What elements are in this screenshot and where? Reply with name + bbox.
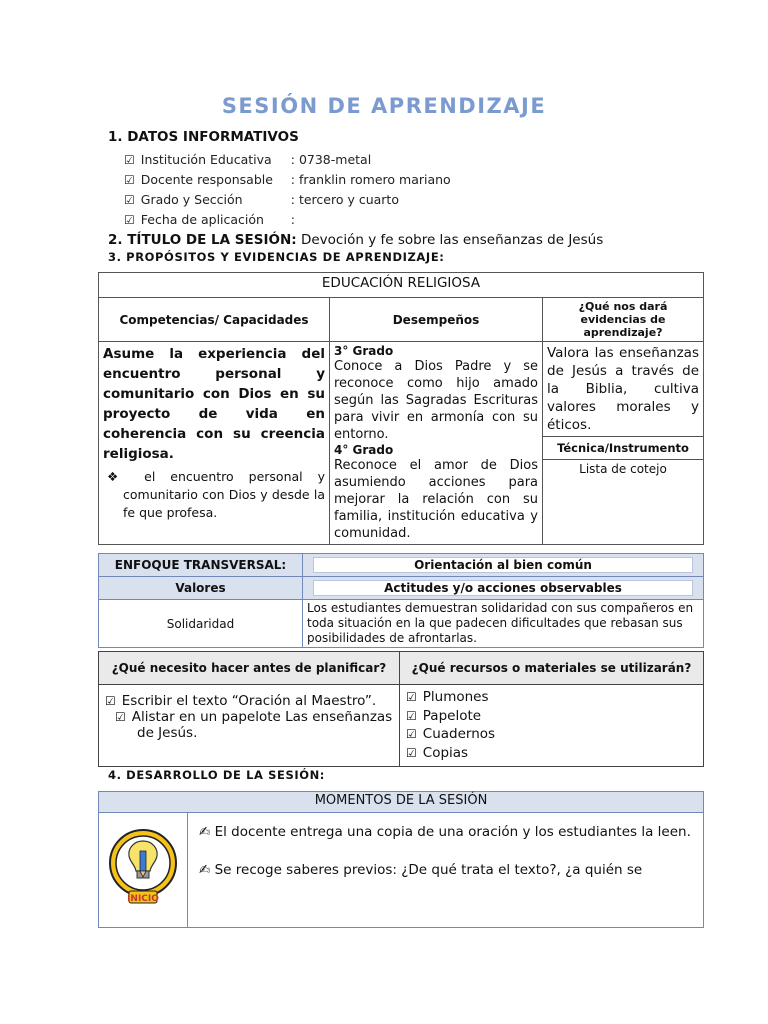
writing-hand-icon: ✍ [199,862,211,878]
checkbox-icon: ☑ [124,153,135,167]
datos-list [124,152,451,232]
checkbox-icon: ☑ [124,213,135,227]
enfoque-value-cell [303,554,704,577]
recurso-item: ☑ Papelote [406,707,482,724]
enfoque-label: ENFOQUE TRANSVERSAL: [99,554,303,577]
area-title: EDUCACIÓN RELIGIOSA [99,273,704,298]
tecnica-heading: Técnica/Instrumento [543,437,704,460]
checkbox-icon: ☑ [406,708,417,723]
section-2-heading: 2. TÍTULO DE LA SESIÓN: [108,232,297,248]
checkbox-icon: ☑ [124,173,135,187]
section-4-heading: 4. DESARROLLO DE LA SESIÓN: [108,768,326,782]
session-title: Devoción y fe sobre las enseñanzas de Jesús [300,232,604,248]
col-actitudes-cell [303,577,704,600]
col-actitudes: Actitudes y/o acciones observables [313,580,693,596]
datos-row: ☑ Institución Educativa : 0738-metal [124,152,372,167]
inicio-badge-cell [99,813,188,928]
checkbox-icon: ☑ [406,690,417,704]
checkbox-icon: ☑ [115,710,126,724]
section-3-heading: 3. PROPÓSITOS Y EVIDENCIAS DE APRENDIZAJE: [108,250,445,264]
checkbox-icon: ☑ [124,193,135,207]
recursos-cell [400,685,704,767]
momento-item: ✍ El docente entrega una copia de una oración y los estudiantes la leen. [199,824,691,840]
momentos-header: MOMENTOS DE LA SESIÓN [99,792,704,813]
col-valores: Valores [99,577,303,600]
planning-table [98,651,704,767]
section-2 [108,232,603,248]
evidencia-cell [543,342,704,437]
datos-row: ☑ Docente responsable : franklin romero mariano [124,172,451,187]
recurso-item: ☑ Plumones [406,689,489,705]
antes-item: ☑ Alistar en un papelote Las enseñanzas de Jesús. [115,709,393,741]
col-competencias: Competencias/ Capacidades [99,298,330,342]
desempeno-3: Conoce a Dios Padre y se reconoce como hijo amado según las Sagradas Escrituras para vivir en armonía con su entorno. [334,359,538,442]
antes-cell [99,685,400,767]
col-antes: ¿Qué necesito hacer antes de planificar? [99,652,400,685]
valor-cell: Solidaridad [99,600,303,648]
capacidad-item: ❖ el encuentro personal y comunitario con Dios y desde la fe que profesa. [107,469,325,520]
diamond-bullet-icon: ❖ [107,469,130,484]
antes-item: ☑ Escribir el texto “Oración al Maestro”. [105,693,377,709]
area-table [98,272,704,545]
lightbulb-icon [107,823,179,913]
col-evidencias: ¿Qué nos dará evidencias de aprendizaje? [543,298,704,342]
inicio-badge-label: INICIO [127,894,159,904]
enfoque-table [98,553,704,648]
enfoque-value: Orientación al bien común [313,557,693,573]
momentos-content [188,813,704,928]
evidencia-text: Valora las enseñanzas de Jesús a través de la Biblia, cultiva valores morales y éticos. [547,345,699,433]
actitud-cell: Los estudiantes demuestran solidaridad con sus compañeros en toda situación en la que padecen dificultades que rebasan sus posibilidades de afrontarlas. [303,600,704,648]
col-recursos: ¿Qué recursos o materiales se utilizarán? [400,652,704,685]
desempenos-cell [330,342,543,545]
datos-row: ☑ Fecha de aplicación : [124,212,295,227]
competencia-cell [99,342,330,545]
competencia-text: Asume la experiencia del encuentro personal y comunitario con Dios en su proyecto de vida en coherencia con su creencia religiosa. [103,346,325,462]
page-title: SESIÓN DE APRENDIZAJE [221,94,547,118]
checkbox-icon: ☑ [105,694,116,708]
recurso-item: ☑ Cuadernos [406,726,496,742]
tecnica-value: Lista de cotejo [543,460,704,545]
writing-hand-icon: ✍ [199,824,211,840]
col-desempenos: Desempeños [330,298,543,342]
momento-item: ✍ Se recoge saberes previos: ¿De qué trata el texto?, ¿a quién se [199,862,643,878]
section-1-heading: 1. DATOS INFORMATIVOS [108,129,299,145]
grado-3-label: 3° Grado [334,344,394,358]
checkbox-icon: ☑ [406,745,417,760]
grado-4-label: 4° Grado [334,443,394,457]
momentos-table [98,791,704,928]
checkbox-icon: ☑ [406,727,417,741]
desempeno-4: Reconoce el amor de Dios asumiendo acciones para mejorar la relación con su familia, institución educativa y comunidad. [334,458,538,541]
datos-row: ☑ Grado y Sección : tercero y cuarto [124,192,399,207]
recurso-item: ☑ Copias [406,744,469,761]
